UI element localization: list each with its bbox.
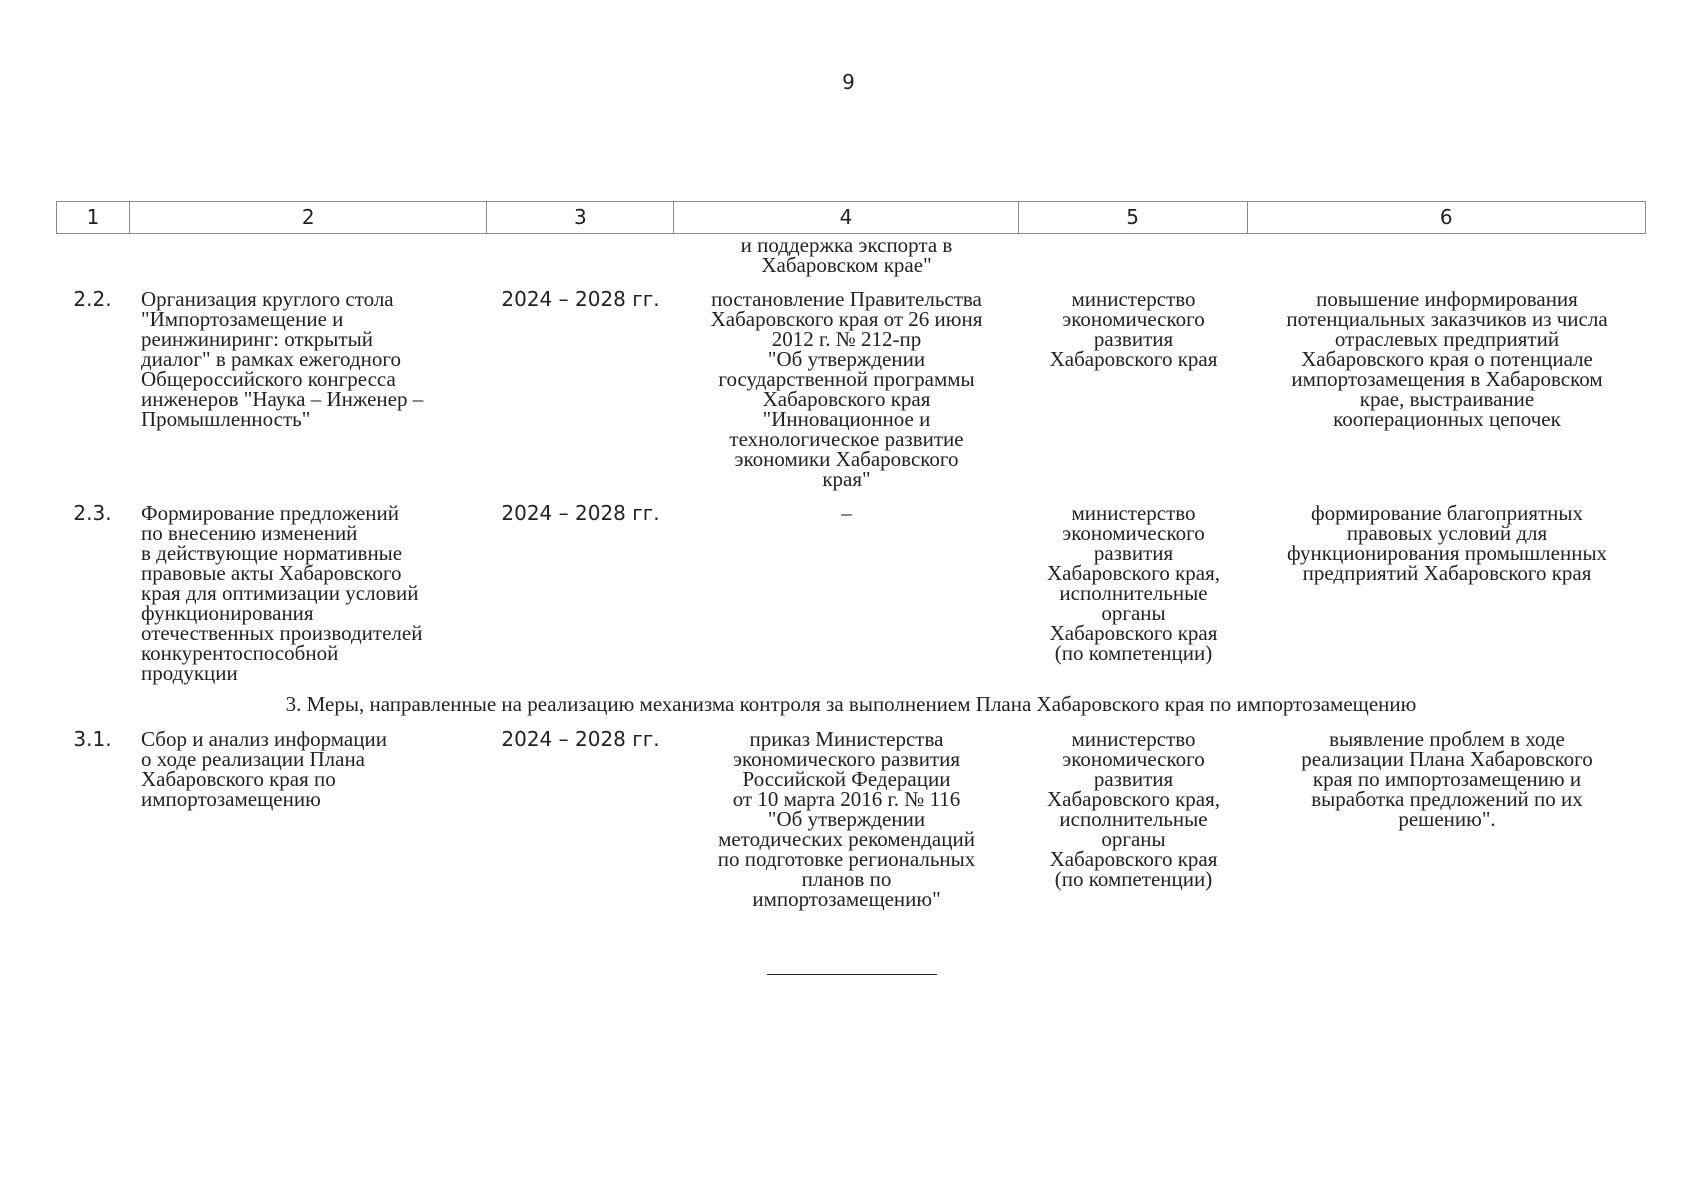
header-col-5: 5 — [1019, 202, 1248, 233]
table-row — [56, 503, 1646, 683]
section-title: 3. Меры, направленные на реализацию механизма контроля за выполнением Плана Хабаровского края по импортозамещению — [285, 692, 1417, 716]
legal-basis: постановление Правительства Хабаровского края от 26 июня 2012 г. № 212-пр "Об утверждении государственной программы Хабаровского края "Инновационное и технологическое развитие экономики Хабаровского края" — [710, 287, 983, 491]
header-col-6: 6 — [1439, 205, 1453, 229]
end-separator-line — [767, 974, 937, 975]
legal-basis: приказ Министерства экономического развития Российской Федерации от 10 марта 2016 г. № 116 "Об утверждении методических рекомендаций по подготовке региональных планов по импортозамещению" — [717, 727, 976, 911]
legal-basis: – — [841, 501, 852, 525]
table-header — [56, 201, 1646, 234]
period: 2024 – 2028 гг. — [501, 287, 660, 311]
expected-result: выявление проблем в ходе реализации Плана Хабаровского края по импортозамещению и выработка предложений по их решению". — [1301, 727, 1593, 831]
header-col-3: 3 — [487, 202, 674, 233]
row-number: 2.3. — [73, 501, 112, 525]
continuation-row — [56, 235, 1646, 275]
table-row — [56, 289, 1646, 489]
header-col-1: 1 — [57, 202, 130, 233]
executor: министерство экономического развития Хабаровского края — [1049, 287, 1218, 371]
header-col-4: 4 — [674, 202, 1019, 233]
executor: министерство экономического развития Хабаровского края, исполнительные органы Хабаровского края (по компетенции) — [1046, 501, 1220, 665]
measure-name: Сбор и анализ информации о ходе реализации Плана Хабаровского края по импортозамещению — [141, 727, 387, 811]
row-number: 2.2. — [73, 287, 112, 311]
header-col-2: 2 — [130, 202, 488, 233]
expected-result: повышение информирования потенциальных заказчиков из числа отраслевых предприятий Хабаровского края о потенциале импортозамещения в Хабаровском крае, выстраивание кооперационных цепочек — [1286, 287, 1608, 431]
executor: министерство экономического развития Хабаровского края, исполнительные органы Хабаровского края (по компетенции) — [1046, 727, 1220, 891]
expected-result: формирование благоприятных правовых условий для функционирования промышленных предприятий Хабаровского края — [1286, 501, 1608, 585]
continuation-text: и поддержка экспорта в Хабаровском крае" — [740, 233, 953, 277]
row-number: 3.1. — [73, 727, 112, 751]
measure-name: Организация круглого стола "Импортозамещение и реинжиниринг: открытый диалог" в рамках ежегодного Общероссийского конгресса инженеров "Наука – Инженер – Промышленность" — [141, 287, 424, 431]
table-row — [56, 729, 1646, 909]
period: 2024 – 2028 гг. — [501, 501, 660, 525]
measure-name: Формирование предложений по внесению изменений в действующие нормативные правовые акты Хабаровского края для оптимизации условий функционирования отечественных производителей конкурентоспособной продукции — [141, 501, 423, 685]
period: 2024 – 2028 гг. — [501, 727, 660, 751]
page-number: 9 — [842, 70, 855, 94]
